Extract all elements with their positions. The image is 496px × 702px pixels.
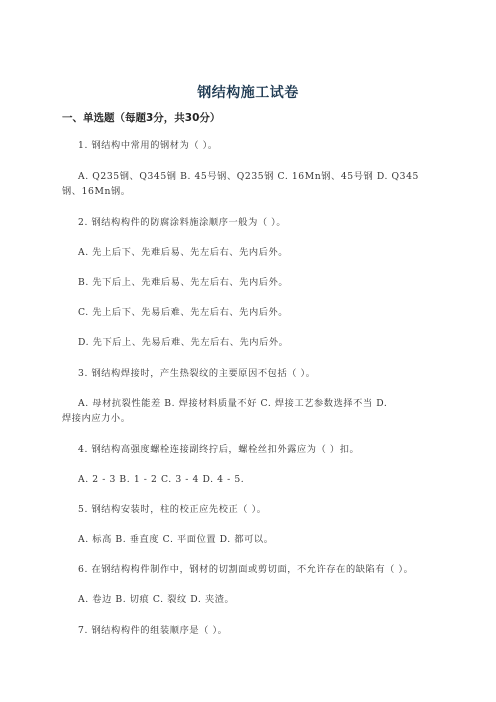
question-3-options-cont: 焊接内应力小。 [62, 413, 131, 424]
section-heading: 一、单选题（每题3分，共30分） [62, 112, 221, 124]
exam-title: 钢结构施工试卷 [197, 85, 299, 101]
question-7: 7. 钢结构构件的组装顺序是（ ）。 [78, 625, 228, 636]
question-2-option-a: A. 先上后下、先难后易、先左后右、先内后外。 [78, 247, 289, 258]
question-4-options: A. 2 - 3 B. 1 - 2 C. 3 - 4 D. 4 - 5. [78, 474, 245, 485]
question-1: 1. 钢结构中常用的钢材为（ ）。 [78, 140, 218, 151]
question-3-options: A. 母材抗裂性能差 B. 焊接材料质量不好 C. 焊接工艺参数选择不当 D. [78, 398, 388, 409]
question-6-options: A. 卷边 B. 切痕 C. 裂纹 D. 夹渣。 [78, 594, 235, 605]
question-2-option-d: D. 先下后上、先易后难、先左后右、先内后外。 [78, 337, 289, 348]
question-2-option-c: C. 先上后下、先易后难、先左后右、先内后外。 [78, 307, 289, 318]
question-5-options: A. 标高 B. 垂直度 C. 平面位置 D. 都可以。 [78, 534, 274, 545]
question-5: 5. 钢结构安装时，柱的校正应先校正（ ）。 [78, 504, 267, 515]
question-6: 6. 在钢结构构件制作中，钢材的切割面或剪切面，不允许存在的缺陷有（ ）。 [78, 564, 414, 575]
question-1-options: A. Q235钢、Q345钢 B. 45号钢、Q235钢 C. 16Mn钢、45号钢 D. Q345 [78, 171, 419, 182]
question-1-options-cont: 钢、16Mn钢。 [62, 186, 131, 197]
question-4: 4. 钢结构高强度螺栓连接副终拧后，螺栓丝扣外露应为（ ）扣。 [78, 444, 360, 455]
question-2: 2. 钢结构构件的防腐涂料施涂顺序一般为（ ）。 [78, 217, 287, 228]
question-3: 3. 钢结构焊接时，产生热裂纹的主要原因不包括（ ）。 [78, 368, 316, 379]
question-2-option-b: B. 先下后上、先难后易、先左后右、先内后外。 [78, 277, 289, 288]
